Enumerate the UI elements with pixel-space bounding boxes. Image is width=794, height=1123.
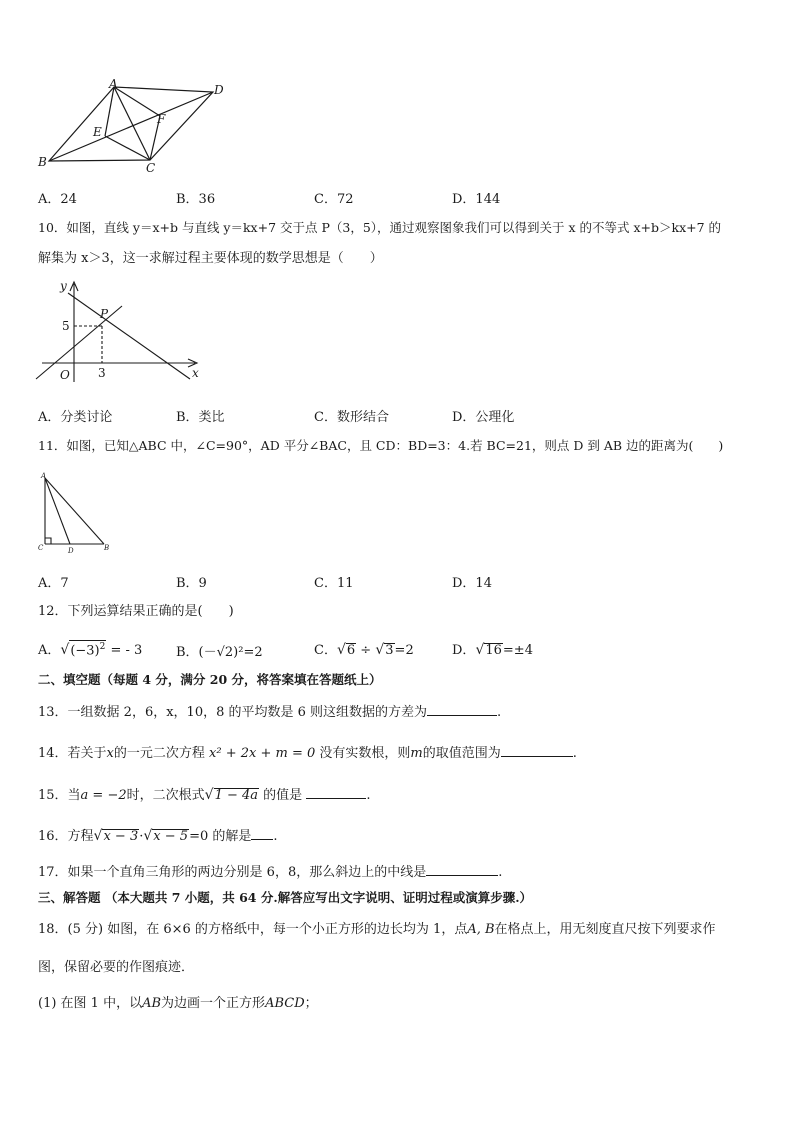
q18-points: A, B	[467, 922, 495, 937]
radical-sign: √	[204, 787, 214, 803]
q10-graph	[30, 278, 210, 386]
label-c: C	[38, 544, 44, 552]
radical-sign: √	[60, 642, 70, 658]
q15-answer-blank[interactable]	[306, 786, 366, 799]
section-fill-in-title: 二、填空题（每题 4 分，满分 20 分，将答案填在答题纸上）	[38, 672, 382, 687]
q9-figure	[30, 78, 230, 178]
q12-option-c-result: =2	[394, 643, 414, 658]
segment-ae	[105, 87, 114, 136]
q13-answer-blank[interactable]	[427, 703, 497, 716]
segment-ec	[105, 136, 150, 160]
q12-option-a-label: A．	[38, 643, 61, 658]
q12-option-b: B．(－√2)²=2	[176, 645, 263, 660]
label-d: D	[68, 547, 74, 555]
label-e: E	[93, 125, 102, 139]
q14-var-m: m	[410, 746, 423, 761]
q14-end: .	[572, 746, 577, 761]
q15-condition: a = −2	[80, 788, 127, 803]
q11-text: 11．如图，已知△ABC 中，∠C=90°，AD 平分∠BAC，且 CD：BD=3：4.若 BC=21，则点 D 到 AB 边的距离为( )	[38, 438, 724, 453]
q15-mid: 时，二次根式	[126, 788, 205, 803]
q16	[38, 827, 278, 845]
q13	[38, 703, 501, 721]
q18-post: 在格点上，用无刻度直尺按下列要求作	[494, 922, 716, 937]
q15-radicand: 1 − 4a	[214, 788, 259, 803]
label-y: y	[60, 279, 67, 293]
label-o: O	[60, 368, 70, 382]
q10-option-c: C．数形结合	[314, 410, 389, 425]
q18-sub1-pre: (1) 在图 1 中，以	[38, 996, 143, 1011]
q15	[38, 786, 370, 804]
q14-pre: 14．若关于	[38, 746, 107, 761]
q14-post: 没有实数根，则	[319, 746, 411, 761]
q15-post: 的值是	[263, 788, 303, 803]
side-ab	[45, 478, 104, 544]
q13-end: .	[497, 705, 502, 720]
label-x: x	[192, 366, 199, 380]
q12-option-d-label: D．	[452, 643, 476, 658]
right-angle-mark	[45, 538, 51, 544]
diagonal-bd	[49, 92, 213, 161]
q12-option-c-radicand-a: 6	[346, 643, 356, 658]
label-a: A	[109, 78, 118, 91]
q10-text-line1: 10．如图，直线 y＝x+b 与直线 y＝kx+7 交于点 P（3，5），通过观察图象我们可以得到关于 x 的不等式 x+b＞kx+7 的	[38, 220, 722, 235]
q14-var-x: x	[106, 746, 114, 761]
q18-sub1-abcd: ABCD	[265, 996, 305, 1011]
section-solution-title: 三、解答题 （本大题共 7 小题，共 64 分.解答应写出文字说明、证明过程或演算步骤.）	[38, 890, 533, 905]
radical-sign: √	[336, 642, 346, 658]
q16-post: =0 的解是	[189, 829, 252, 844]
q12-option-d-radicand: 16	[485, 643, 502, 658]
label-b: B	[38, 155, 47, 169]
q12-option-c	[314, 639, 414, 658]
q14-answer-blank[interactable]	[501, 744, 573, 757]
q16-answer-blank[interactable]	[251, 827, 273, 840]
q9-option-b: B．36	[176, 192, 216, 207]
q18-sub1-ab: AB	[142, 996, 162, 1011]
q15-pre: 15．当	[38, 788, 81, 803]
q9-option-d: D．144	[452, 192, 501, 207]
q10-option-a: A．分类讨论	[38, 410, 113, 425]
q16-radicand-1: x − 3	[103, 829, 139, 844]
q16-radicand-2: x − 5	[153, 829, 189, 844]
q18-line1	[38, 922, 716, 938]
q13-text: 13．一组数据 2，6，x，10，8 的平均数是 6 则这组数据的方差为	[38, 705, 428, 720]
q14-equation: x² + 2x + m = 0	[209, 746, 316, 761]
q12-option-a-radicand	[69, 640, 106, 657]
q10-text-line2: 解集为 x＞3，这一求解过程主要体现的数学思想是（ ）	[38, 251, 383, 266]
q9-option-a: A．24	[38, 192, 77, 207]
q12-text: 12．下列运算结果正确的是( )	[38, 604, 234, 619]
q14-post2: 的取值范围为	[422, 746, 501, 761]
q11-figure	[34, 470, 124, 556]
q14-mid: 的一元二次方程	[113, 746, 205, 761]
q14	[38, 744, 577, 762]
q18-sub1	[38, 996, 318, 1012]
q15-end: .	[366, 788, 371, 803]
q12-option-a	[38, 639, 142, 658]
q12-option-d-result: =±4	[502, 643, 533, 658]
q17-answer-blank[interactable]	[426, 863, 498, 876]
label-d: D	[214, 83, 224, 97]
q16-dot: ·	[139, 829, 144, 844]
label-b: B	[104, 544, 110, 552]
q12-option-c-divide: ÷	[360, 643, 372, 658]
q12-option-a-result: = - 3	[110, 643, 143, 658]
q17-end: .	[498, 865, 503, 880]
q17	[38, 863, 502, 881]
label-3: 3	[98, 366, 106, 380]
q12-option-d	[452, 639, 533, 658]
label-5: 5	[62, 319, 70, 333]
q10-option-d: D．公理化	[452, 410, 515, 425]
radical-sign: √	[375, 642, 385, 658]
radical-sign: √	[475, 642, 485, 658]
q12-option-a-exponent: 2	[99, 641, 106, 652]
bisector-ad	[45, 478, 70, 544]
q16-pre: 16．方程	[38, 829, 94, 844]
label-f: F	[157, 112, 166, 126]
label-p: P	[100, 307, 109, 321]
label-c: C	[146, 161, 156, 175]
q12-option-c-label: C．	[314, 643, 337, 658]
q11-option-b: B．9	[176, 576, 207, 591]
line-x-plus-b	[36, 306, 122, 379]
q11-option-c: C．11	[314, 576, 354, 591]
q18-pre: 18．(5 分) 如图，在 6×6 的方格纸中，每一个小正方形的边长均为 1，点	[38, 922, 468, 937]
q18-sub1-end: ；	[304, 996, 318, 1011]
q16-end: .	[273, 829, 278, 844]
q12-option-c-radicand-b: 3	[385, 643, 394, 658]
q11-option-d: D．14	[452, 576, 492, 591]
q18-line2: 图，保留必要的作图痕迹．	[38, 960, 195, 975]
radical-sign: √	[93, 828, 103, 844]
label-a: A	[41, 472, 47, 480]
q12-option-a-inner: (−3)	[70, 643, 100, 658]
q17-text: 17．如果一个直角三角形的两边分别是 6，8，那么斜边上的中线是	[38, 865, 427, 880]
radical-sign: √	[143, 828, 153, 844]
q11-option-a: A．7	[38, 576, 69, 591]
q18-sub1-mid: 为边画一个正方形	[161, 996, 266, 1011]
q9-option-c: C．72	[314, 192, 354, 207]
q10-option-b: B．类比	[176, 410, 225, 425]
